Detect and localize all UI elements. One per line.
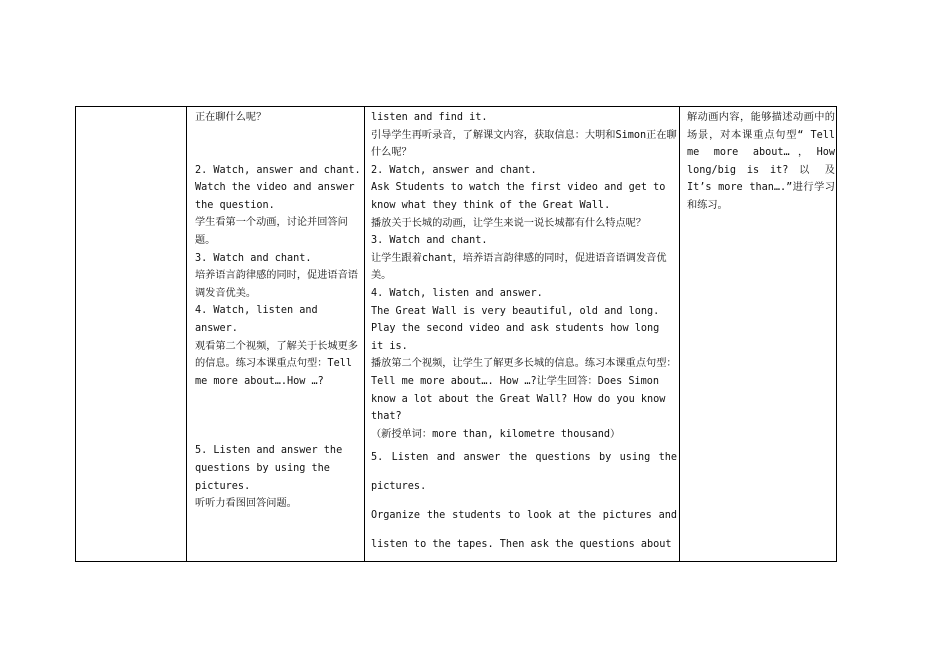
design-intent-cell: [687, 107, 835, 561]
column-divider-1: [186, 107, 187, 561]
paragraph: 播放第二个视频，让学生了解更多长城的信息。练习本课重点句型：Tell me more about…. How …?让学生回答：Does Simon know a lot about the Great Wall? How do you know that?: [371, 358, 677, 423]
paragraph: 4. Watch, listen and answer.: [371, 287, 543, 299]
lesson-plan-table: [75, 106, 837, 562]
paragraph: 2. Watch, answer and chant. Watch the video and answer the question.: [195, 164, 361, 211]
paragraph: 引导学生再听录音，了解课文内容，获取信息：大明和Simon正在聊什么呢？: [371, 129, 677, 159]
paragraph: 2. Watch, answer and chant.: [371, 164, 537, 176]
paragraph: Ask Students to watch the first video and get to know what they think of the Great Wall.: [371, 182, 666, 211]
paragraph: 听听力看图回答问题。: [195, 498, 297, 510]
paragraph: 让学生跟着chant，培养语言韵律感的同时，促进语音语调发音优美。: [371, 252, 667, 282]
paragraph: Organize the students to look at the pictures and listen to the tapes. Then ask the questions about: [371, 510, 677, 551]
paragraph: 3. Watch and chant.: [195, 252, 312, 264]
paragraph: 学生看第一个动画，讨论并回答问题。: [195, 217, 348, 246]
paragraph: 正在聊什么呢？: [195, 112, 267, 123]
paragraph: 解动画内容，能够描述动画中的场景，对本课重点句型“ Tell me more about…，How long/big is it? 以 及 It’s more than….”进行学习和练习。: [687, 112, 835, 211]
paragraph: 观看第二个视频，了解关于长城更多的信息。练习本课重点句型：Tell me more about….How …?: [195, 340, 358, 387]
paragraph: 培养语言韵律感的同时，促进语音语调发音优美。: [195, 270, 358, 299]
paragraph: 播放关于长城的动画，让学生来说一说长城都有什么特点呢？: [371, 217, 647, 229]
paragraph: 5. Listen and answer the questions by using the pictures.: [371, 452, 677, 493]
paragraph: The Great Wall is very beautiful, old and long.: [371, 305, 660, 317]
paragraph: 4. Watch, listen and answer.: [195, 305, 318, 334]
column-divider-3: [679, 107, 680, 561]
teacher-activity-cell: [371, 107, 679, 561]
paragraph: 3. Watch and chant.: [371, 235, 488, 247]
paragraph: （新授单词：more than, kilometre thousand）: [371, 428, 621, 440]
paragraph: listen and find it.: [371, 112, 488, 123]
paragraph: 5. Listen and answer the questions by using the pictures.: [195, 445, 343, 492]
student-activity-cell: [193, 107, 365, 561]
paragraph: Play the second video and ask students how long it is.: [371, 323, 660, 352]
